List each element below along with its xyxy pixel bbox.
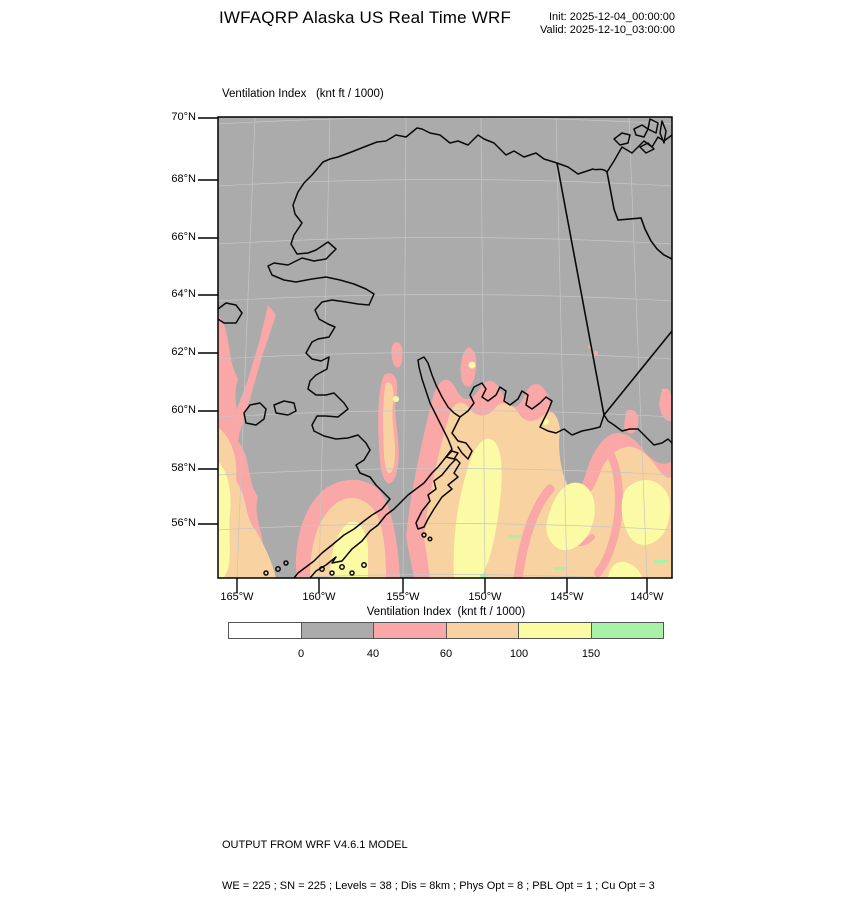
colorbar-tick-label: 0: [297, 648, 305, 660]
colorbar-title: Ventilation Index (knt ft / 1000): [366, 606, 526, 618]
colorbar-segment-pink: [374, 623, 447, 638]
y-tick-label: 58°N: [171, 462, 196, 474]
x-tick-label: 145°W: [550, 591, 584, 603]
colorbar-segment-tan: [447, 623, 520, 638]
y-tick-label: 66°N: [171, 231, 196, 243]
footer-line-2: WE = 225 ; SN = 225 ; Levels = 38 ; Dis = 8km ; Phys Opt = 8 ; PBL Opt = 1 ; Cu Opt = 3: [222, 879, 655, 892]
x-tick-label: 165°W: [220, 591, 254, 603]
colorbar-segment-green: [592, 623, 664, 638]
y-tick-label: 64°N: [171, 288, 196, 300]
y-tick-label: 68°N: [171, 173, 196, 185]
colorbar-segment-gray: [302, 623, 375, 638]
model-output-note: [222, 812, 655, 907]
x-tick-label: 160°W: [302, 591, 336, 603]
valid-timestamp: Valid: 2025-12-10_03:00:00: [540, 24, 675, 36]
y-tick-label: 62°N: [171, 346, 196, 358]
y-tick-label: 60°N: [171, 404, 196, 416]
y-axis-ticks: [198, 118, 218, 524]
x-tick-label: 155°W: [386, 591, 420, 603]
colorbar: [228, 622, 664, 639]
colorbar-tick-label: 100: [509, 648, 529, 660]
colorbar-segment-yellow: [519, 623, 592, 638]
colorbar-tick-label: 60: [439, 648, 453, 660]
init-timestamp: Init: 2025-12-04_00:00:00: [549, 11, 675, 23]
colorbar-tick-label: 150: [581, 648, 601, 660]
y-tick-label: 56°N: [171, 517, 196, 529]
page-title: IWFAQRP Alaska US Real Time WRF: [218, 8, 512, 27]
colorbar-segment-white: [229, 623, 302, 638]
footer-line-1: OUTPUT FROM WRF V4.6.1 MODEL: [222, 839, 408, 851]
colorbar-tick-label: 40: [366, 648, 380, 660]
y-tick-label: 70°N: [171, 111, 196, 123]
x-tick-label: 140°W: [630, 591, 664, 603]
field-label: Ventilation Index (knt ft / 1000): [222, 88, 384, 100]
map-canvas: [190, 100, 690, 600]
x-tick-label: 150°W: [468, 591, 502, 603]
